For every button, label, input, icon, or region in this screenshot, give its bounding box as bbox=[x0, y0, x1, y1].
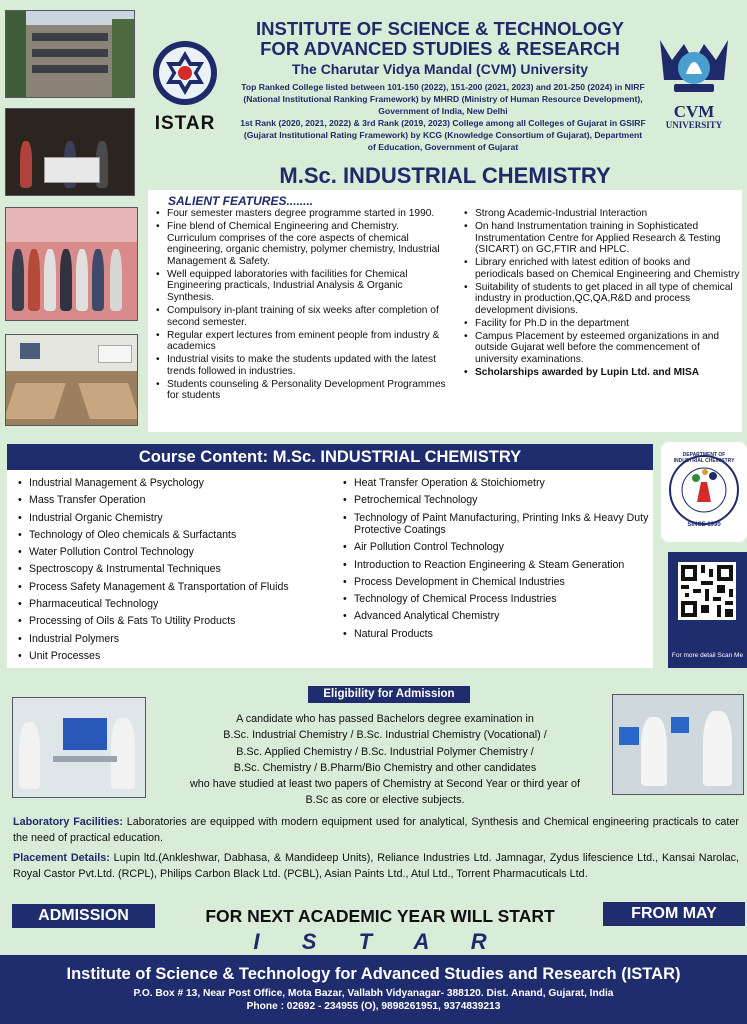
istar-wordmark: I S T A R bbox=[253, 929, 497, 954]
list-item: • Compulsory in-plant training of six weeks after completion of second semester. bbox=[154, 305, 450, 328]
list-item: • Advanced Analytical Chemistry bbox=[341, 610, 651, 622]
list-item: • Technology of Oleo chemicals & Surfactants bbox=[16, 529, 334, 541]
list-item: • Process Safety Management & Transportation of Fluids bbox=[16, 581, 334, 593]
photo-classroom bbox=[5, 334, 138, 426]
photo-lab-left bbox=[12, 697, 146, 798]
laboratory-facilities-label: Laboratory Facilities: bbox=[13, 816, 123, 828]
list-item: • Technology of Paint Manufacturing, Printing Inks & Heavy Duty Protective Coatings bbox=[341, 512, 651, 537]
list-item: • Mass Transfer Operation bbox=[16, 494, 334, 506]
list-item: • Spectroscopy & Instrumental Techniques bbox=[16, 563, 334, 575]
list-item: • Well equipped laboratories with facilities for Chemical Engineering practicals, Industrial Analysis & Organic Synthesis. bbox=[154, 269, 450, 304]
list-item: • Heat Transfer Operation & Stoichiometry bbox=[341, 477, 651, 489]
qr-code[interactable] bbox=[678, 562, 736, 620]
list-item: • Processing of Oils & Fats To Utility Products bbox=[16, 615, 334, 627]
list-item: • Petrochemical Technology bbox=[341, 494, 651, 506]
eligibility-text bbox=[160, 711, 610, 809]
list-item: • Fine blend of Chemical Engineering and Chemistry. Curriculum comprises of the core aspects of chemical engineering, organic chemistry, polymer chemistry, Industrial Management & Safety. bbox=[154, 221, 450, 267]
eligibility-line: B.Sc. Chemistry / B.Pharm/Bio Chemistry and other candidates bbox=[233, 761, 537, 774]
footer-institute-name: Institute of Science & Technology for Advanced Studies and Research (ISTAR) bbox=[66, 965, 681, 983]
salient-features-right bbox=[462, 208, 740, 380]
eligibility-line: A candidate who has passed Bachelors degree examination in bbox=[236, 713, 534, 725]
institute-title-line2: FOR ADVANCED STUDIES & RESEARCH bbox=[260, 38, 620, 59]
rank-line3: Government of India, New Delhi bbox=[378, 106, 508, 116]
photo-lab-right bbox=[612, 694, 744, 795]
cvm-university-text: UNIVERSITY bbox=[665, 120, 723, 130]
list-item: • Regular expert lectures from eminent people from industry & academics bbox=[154, 330, 450, 353]
course-list-left bbox=[16, 477, 334, 667]
list-item: • Campus Placement by esteemed organizations in and outside Gujarat well before the commencement of university examinations. bbox=[462, 331, 740, 366]
photo-group bbox=[5, 207, 138, 321]
list-item: • Industrial Management & Psychology bbox=[16, 477, 334, 489]
qr-caption: For more detail Scan Me bbox=[671, 652, 744, 659]
qr-panel bbox=[668, 552, 747, 668]
cvm-emblem-icon bbox=[650, 30, 738, 98]
photo-award bbox=[5, 108, 135, 196]
qr-code-icon bbox=[681, 565, 733, 617]
list-item: • Students counseling & Personality Development Programmes for students bbox=[154, 379, 450, 402]
course-list-right bbox=[341, 477, 651, 645]
institute-title-line1: INSTITUTE OF SCIENCE & TECHNOLOGY bbox=[256, 18, 624, 39]
eligibility-heading: Eligibility for Admission bbox=[308, 686, 470, 703]
footer-phone: Phone : 02692 - 234955 (O), 9898261951, 9374839213 bbox=[246, 1001, 501, 1012]
list-item: • Scholarships awarded by Lupin Ltd. and MISA bbox=[462, 367, 740, 379]
list-item: • Strong Academic-Industrial Interaction bbox=[462, 208, 740, 220]
salient-features-left bbox=[154, 208, 450, 403]
istar-logo bbox=[140, 38, 230, 133]
list-item: • Industrial visits to make the students updated with the latest trends followed in industries. bbox=[154, 354, 450, 377]
list-item: • Water Pollution Control Technology bbox=[16, 546, 334, 558]
photo-building bbox=[5, 10, 135, 98]
list-item: • Industrial Polymers bbox=[16, 633, 334, 645]
placement-details-text: Lupin ltd.(Ankleshwar, Dabhasa, & Mandideep Units), Reliance Industries Ltd. Jamnagar, Zydus lifescience Ltd., Kansai Narolac, Royal Castor Pvt.Ltd. (RCPL), Philips Carbon Black Ltd. (PCBL), Asian Paints Ltd., Atul Ltd., Torrent Pharmacuticals Ltd. bbox=[13, 852, 739, 880]
eligibility-line: B.Sc. Industrial Chemistry / B.Sc. Industrial Chemistry (Vocational) / bbox=[223, 729, 547, 742]
list-item: • Four semester masters degree programme started in 1990. bbox=[154, 208, 450, 220]
list-item: • Suitability of students to get placed in all type of chemical industry in production,QC,QA,R&D and process development divisions. bbox=[462, 282, 740, 317]
course-content-heading: Course Content: M.Sc. INDUSTRIAL CHEMISTRY bbox=[7, 444, 653, 470]
program-title: M.Sc. INDUSTRIAL CHEMISTRY bbox=[279, 163, 611, 188]
admission-month: FROM MAY bbox=[603, 902, 745, 926]
list-item: • Pharmaceutical Technology bbox=[16, 598, 334, 610]
eligibility-line: who have studied at least two papers of Chemistry at Second Year or third year of bbox=[189, 778, 581, 791]
rank-line2: (National Institutional Ranking Framework) by MHRD (Ministry of Human Resource Development), bbox=[243, 94, 643, 104]
list-item: • On hand Instrumentation training in Sophisticated Instrumentation Centre for Applied Research & Testing (SICART) on GC,FTIR and HPLC. bbox=[462, 221, 740, 256]
eligibility-line: B.Sc as core or elective subjects. bbox=[305, 794, 465, 807]
footer bbox=[0, 955, 747, 1024]
placement-details-label: Placement Details: bbox=[13, 852, 110, 864]
list-item: • Introduction to Reaction Engineering & Steam Generation bbox=[341, 559, 651, 571]
admission-label: ADMISSION bbox=[12, 904, 155, 928]
eligibility-line: B.Sc. Applied Chemistry / B.Sc. Industrial Polymer Chemistry / bbox=[236, 745, 534, 758]
istar-emblem-icon bbox=[140, 38, 230, 108]
placement-details bbox=[13, 851, 739, 882]
department-seal bbox=[661, 442, 747, 542]
list-item: • Process Development in Chemical Industries bbox=[341, 576, 651, 588]
list-item: • Facility for Ph.D in the department bbox=[462, 318, 740, 330]
department-seal-text: DEPARTMENT OF INDUSTRIAL CHEMISTRY bbox=[673, 452, 735, 464]
university-subtitle: The Charutar Vidya Mandal (CVM) University bbox=[291, 61, 589, 77]
laboratory-facilities-text: Laboratories are equipped with modern equipment used for analytical, Synthesis and Chemical engineering practicals to cater the need of practical education. bbox=[13, 816, 739, 844]
istar-logo-text: ISTAR bbox=[154, 113, 216, 134]
footer-address: P.O. Box # 13, Near Post Office, Mota Bazar, Vallabh Vidyanagar- 388120. Dist. Anand, Gujarat, India bbox=[133, 988, 614, 999]
rank-line5: (Gujarat Institutional Rating Framework) by KCG (Knowledge Consortium of Gujarat), Department bbox=[243, 130, 643, 140]
salient-features-heading: SALIENT FEATURES........ bbox=[168, 194, 314, 208]
rank-line6: of Education, Government of Gujarat bbox=[367, 142, 519, 152]
list-item: • Library enriched with latest edition of books and periodicals based on Chemical Engineering and Chemistry bbox=[462, 257, 740, 280]
list-item: • Industrial Organic Chemistry bbox=[16, 512, 334, 524]
list-item: • Air Pollution Control Technology bbox=[341, 541, 651, 553]
rank-line1: Top Ranked College listed between 101-150 (2022), 151-200 (2021, 2023) and 201-250 (2024) in NIRF bbox=[241, 82, 645, 92]
cvm-logo bbox=[650, 30, 738, 130]
cvm-logo-text: CVM bbox=[673, 102, 715, 121]
rank-line4: 1st Rank (2020, 2021, 2022) & 3rd Rank (2019, 2023) College among all Colleges of Gujarat in GSIRF bbox=[240, 118, 646, 128]
list-item: • Unit Processes bbox=[16, 650, 334, 662]
admission-message: FOR NEXT ACADEMIC YEAR WILL START bbox=[205, 906, 555, 926]
laboratory-facilities bbox=[13, 815, 739, 846]
list-item: • Technology of Chemical Process Industries bbox=[341, 593, 651, 605]
list-item: • Natural Products bbox=[341, 628, 651, 640]
department-seal-since: SINCE 1990 bbox=[687, 522, 721, 528]
